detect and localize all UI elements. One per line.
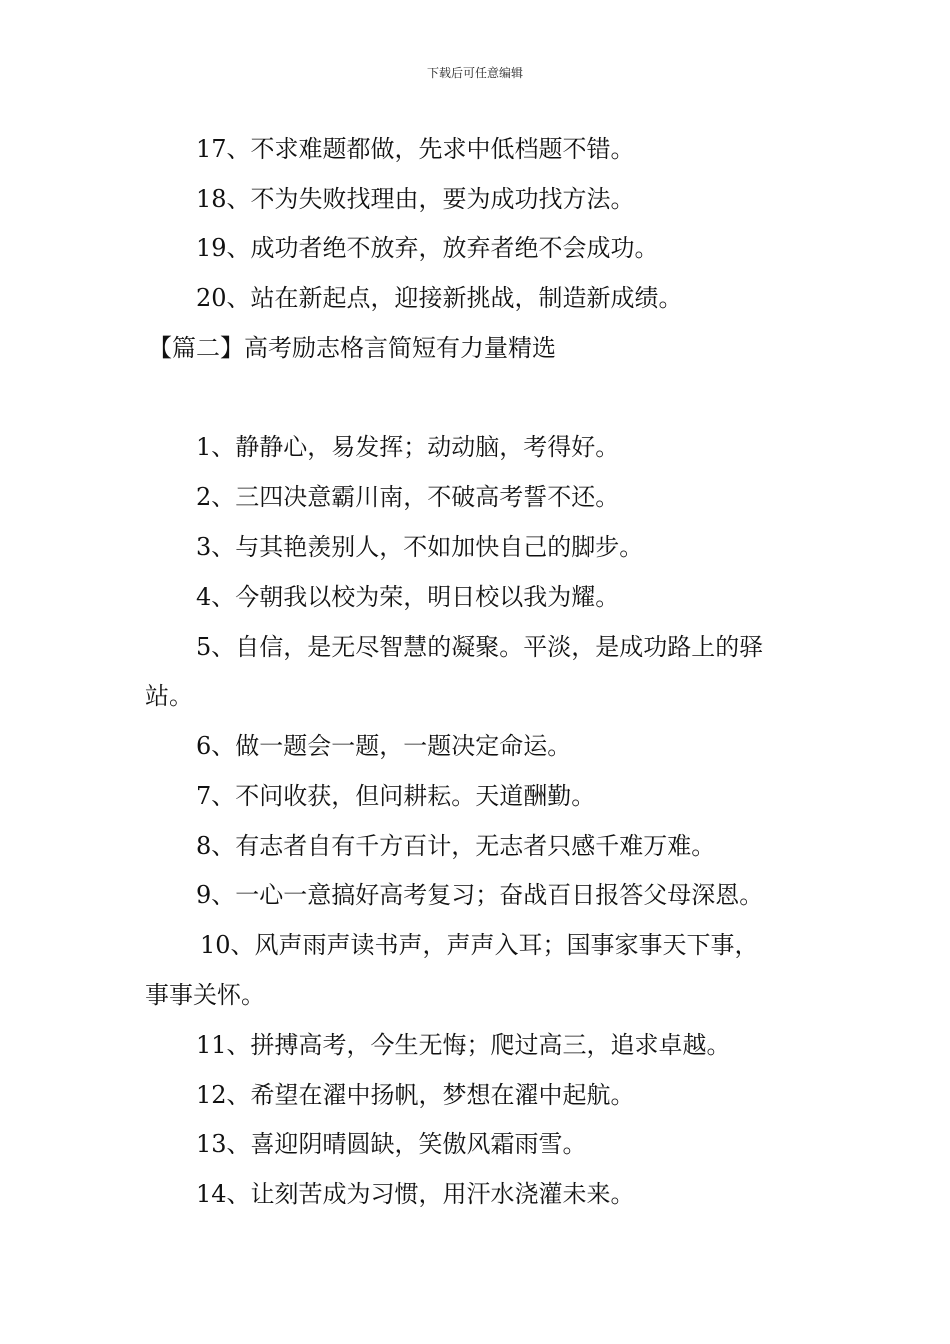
list-item-continuation: 站。 (145, 682, 193, 710)
list-item: 10、风声雨声读书声，声声入耳；国事家事天下事， (200, 931, 759, 959)
page-header-note: 下载后可任意编辑 (426, 66, 523, 80)
list-item: 1、静静心，易发挥；动动脑，考得好。 (196, 433, 620, 461)
list-item: 6、做一题会一题，一题决定命运。 (196, 732, 572, 760)
list-item-continuation: 事事关怀。 (145, 981, 265, 1009)
list-item: 5、自信，是无尽智慧的凝聚。平淡，是成功路上的驿 (196, 633, 764, 661)
list-item: 9、一心一意搞好高考复习；奋战百日报答父母深恩。 (196, 881, 764, 909)
list-item: 19、成功者绝不放弃，放弃者绝不会成功。 (196, 234, 659, 262)
section-heading: 【篇二】高考励志格言简短有力量精选 (148, 334, 556, 362)
list-item: 20、站在新起点，迎接新挑战，制造新成绩。 (196, 284, 683, 312)
list-item: 14、让刻苦成为习惯，用汗水浇灌未来。 (196, 1180, 635, 1208)
list-item: 13、喜迎阴晴圆缺，笑傲风霜雨雪。 (196, 1130, 587, 1158)
list-item: 18、不为失败找理由，要为成功找方法。 (196, 185, 635, 213)
list-item: 3、与其艳羡别人，不如加快自己的脚步。 (196, 533, 644, 561)
list-item: 12、希望在濯中扬帆，梦想在濯中起航。 (196, 1081, 635, 1109)
list-item: 11、拼搏高考，今生无悔；爬过高三，追求卓越。 (196, 1031, 731, 1059)
list-item: 7、不问收获，但问耕耘。天道酬勤。 (196, 782, 596, 810)
list-item: 8、有志者自有千方百计，无志者只感千难万难。 (196, 832, 716, 860)
list-item: 4、今朝我以校为荣，明日校以我为耀。 (196, 583, 620, 611)
list-item: 17、不求难题都做，先求中低档题不错。 (196, 135, 635, 163)
list-item: 2、三四决意霸川南，不破高考誓不还。 (196, 483, 620, 511)
